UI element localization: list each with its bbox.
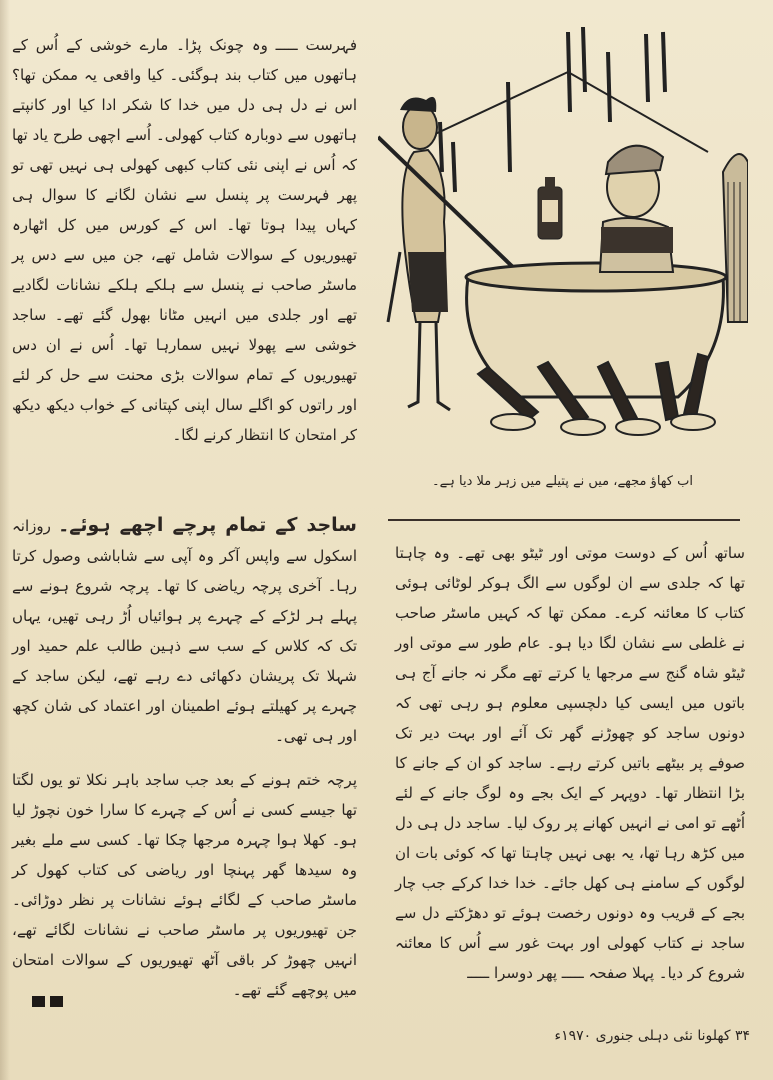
- cartoon-illustration: [378, 22, 748, 452]
- section-heading: ساجد کے تمام پرچے اچھے ہوئے۔: [58, 514, 357, 536]
- story-column-top: [12, 30, 357, 450]
- story-paragraph-4: ساتھ اُس کے دوست موتی اور ٹیٹو بھی تھے۔ وہ چاہتا تھا کہ جلدی سے ان لوگوں سے الگ ہوکر لوٹائی ہوئی کتاب کا معائنہ کرے۔ ممکن تھا کہ کہیں ماسٹر صاحب نے غلطی سے نشان لگا دیا ہو۔ عام طور سے موتی اور ٹیٹو شاہ گنج سے مرجھا یا کرتے تھے مگر نہ جانے آج ہی باتوں میں ایسی کیا دلچسپی معلوم ہو رہی تھی کہ دونوں ساجد کو چھوڑنے گھر تک آئے اور بہت دیر تک صوفے پر بیٹھے باتیں کرتے رہے۔ ساجد کو ان کے جانے کا بڑا انتظار تھا۔ دوپہر کے ایک بجے وہ لوگ جانے کے لئے اُٹھے تو امی نے انہیں کھانے پر روک لیا۔ ساجد دل ہی دل میں کڑھ رہا تھا، یہ بھی نہیں چاہتا تھا کہ کوئی بات ان لوگوں کے سامنے ہی کھل جائے۔ خدا خدا کرکے جب چار بجے کے قریب وہ دونوں رخصت ہوئے تو دھڑکتے دل سے ساجد نے کتاب کھولی اور بہت غور سے اُس کا معائنہ شروع کر دیا۔ پہلا صفحہ ـــــ پھر دوسرا ـــــ: [395, 544, 745, 982]
- column-divider-rule: [388, 519, 740, 521]
- page-edge-shadow: [0, 0, 10, 1080]
- end-marks: [32, 992, 68, 1011]
- illustration-caption: اب کھاؤ مجھے، میں نے پتیلے میں زہر ملا دیا ہے۔: [432, 474, 693, 489]
- story-paragraph-2: [12, 510, 357, 751]
- story-paragraph-3: پرچہ ختم ہونے کے بعد جب ساجد باہر نکلا تو یوں لگتا تھا جیسے کسی نے اُس کے چہرے کا سارا خون نچوڑ لیا ہو۔ کھلا ہوا چہرہ مرجھا چکا تھا۔ کسی سے ملے بغیر وہ سیدھا گھر پہنچا اور ریاضی کی کتاب کھول کر ماسٹر صاحب کے لگائے ہوئے نشانات پر نظر دوڑائی۔ جن تھیوریوں پر ماسٹر صاحب نے نشانات لگائے تھے، انہیں چھوڑ کر باقی آٹھ تھیوریوں کے سوالات امتحان میں پوچھے گئے تھے۔: [12, 771, 357, 999]
- end-mark-square: [32, 996, 45, 1007]
- story-paragraph-1: فہرست ـــــ وہ چونک پڑا۔ مارے خوشی کے اُس کے ہاتھوں میں کتاب بند ہوگئی۔ کیا واقعی یہ ممکن تھا؟ اس نے دل ہی دل میں خدا کا شکر ادا کیا اور کانپتے ہاتھوں سے دوبارہ کتاب کھولی۔ اُسے اچھی طرح یاد تھا کہ اُس نے اپنی نئی کتاب کبھی کھولی ہی نہیں تھی تو پھر فہرست پر پنسل سے نشان لگانے کا سوال ہی کہاں پیدا ہوتا تھا۔ اس کے کورس میں کل اٹھارہ تھیوریوں کے سوالات شامل تھے، جن میں سے دس پر ماسٹر صاحب نے پنسل سے ہلکے ہلکے نشانات لگادیے تھے اور جلدی میں انہیں مٹانا بھول گئے تھے۔ ساجد خوشی سے پھولا نہیں سمارہا تھا۔ اُس نے ان دس تھیوریوں کے تمام سوالات بڑی محنت سے حل کر لئے اور راتوں کو اگلے سال اپنی کپتانی کے خواب دیکھ دیکھ کر امتحان کا انتظار کرنے لگا۔: [12, 36, 357, 444]
- page-footer: ۳۴ کھلونا نئی دہلی جنوری ۱۹۷۰ء: [554, 1028, 750, 1044]
- story-column-continued: [395, 538, 745, 988]
- end-mark-square: [50, 996, 63, 1007]
- section-body: روزانہ اسکول سے واپس آکر وہ آپی سے شاباشی وصول کرتا رہا۔ آخری پرچہ ریاضی کا تھا۔ پرچہ شروع ہونے سے پہلے ہر لڑکے کے چہرے پر ہوائیاں اُڑ رہی تھیں، یہاں تک کہ کلاس کے سب سے ذہین طالب علم حمید اور شہلا تک پریشان دکھائی دے رہے تھے، لیکن ساجد کے چہرے پر کھیلتے ہوئے اطمینان اور اعتماد کی شان کچھ اور ہی تھی۔: [12, 517, 357, 745]
- story-column-bottom: [12, 765, 357, 1005]
- story-column-middle: [12, 510, 357, 751]
